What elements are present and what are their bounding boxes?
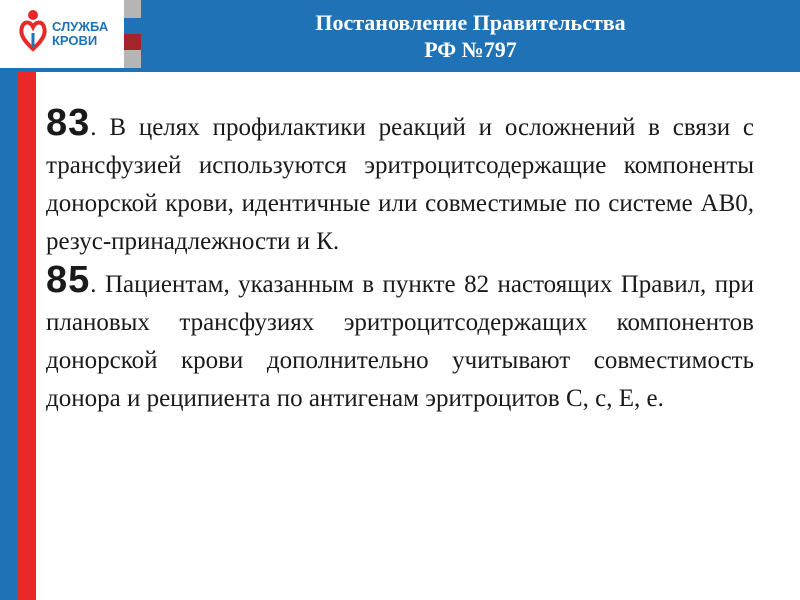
side-bar-red: [17, 72, 36, 600]
heart-drop-logo-icon: [18, 9, 48, 53]
paragraph-text: Пациентам, указанным в пункте 82 настоящих Правил, при плановых трансфузиях эритроцитсодержащих компонентов донорской крови дополнительно учитывают совместимость донора и реципиента по антигенам эритроцитов С, с, Е, е.: [46, 271, 754, 412]
title-line-2: РФ №797: [424, 37, 517, 62]
side-bar-blue: [0, 72, 17, 600]
paragraph-text: В целях профилактики реакций и осложнений в связи с трансфузией используются эритроцитсодержащие компоненты донорской крови, идентичные или совместимые по системе АВ0, резус-принадлежности и К.: [46, 114, 754, 255]
stripe-dark-red: [124, 34, 141, 50]
logo-line-1: СЛУЖБА: [52, 19, 109, 34]
title-line-1: Постановление Правительства: [315, 10, 626, 35]
paragraph-number: 83: [46, 102, 91, 144]
header-stripes: [124, 0, 141, 68]
paragraph-number-period: .: [90, 271, 97, 298]
paragraph-85: [46, 261, 754, 418]
paragraph-number: 85: [46, 259, 91, 301]
logo-text: [52, 20, 108, 48]
logo: [0, 0, 124, 68]
slide-header: [0, 0, 800, 68]
stripe-blue: [124, 18, 141, 34]
header-accent-line: [0, 68, 800, 72]
stripe-gray-top: [124, 0, 141, 18]
logo-line-2: КРОВИ: [52, 33, 98, 48]
paragraph-number-period: .: [90, 114, 97, 141]
title-bar: [141, 0, 800, 68]
side-bar: [0, 72, 36, 600]
slide-body: [46, 104, 754, 418]
slide-title: [141, 9, 800, 63]
stripe-gray-bottom: [124, 50, 141, 68]
paragraph-83: [46, 104, 754, 261]
